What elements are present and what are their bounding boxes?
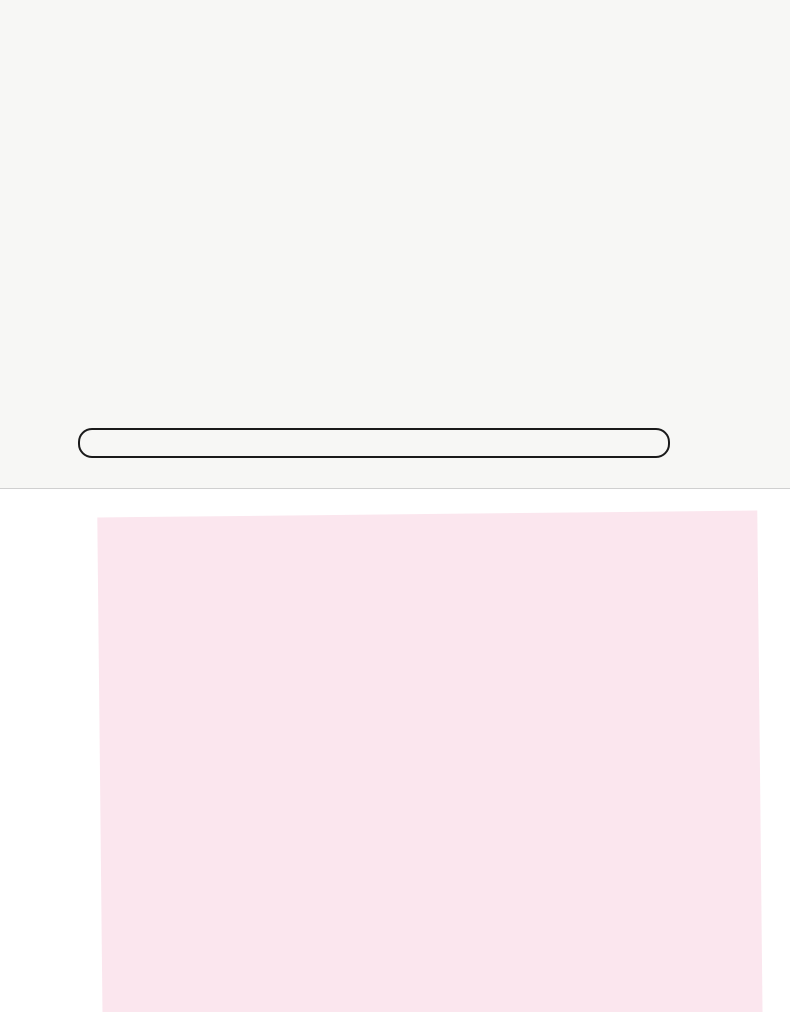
bleed-through-text: [610, 0, 790, 420]
study-tip-banner: [78, 428, 670, 458]
upper-page: [0, 0, 790, 488]
pink-overlay-sheet: [97, 511, 762, 1012]
page-gap: [0, 488, 790, 505]
lower-page: [0, 504, 790, 1012]
